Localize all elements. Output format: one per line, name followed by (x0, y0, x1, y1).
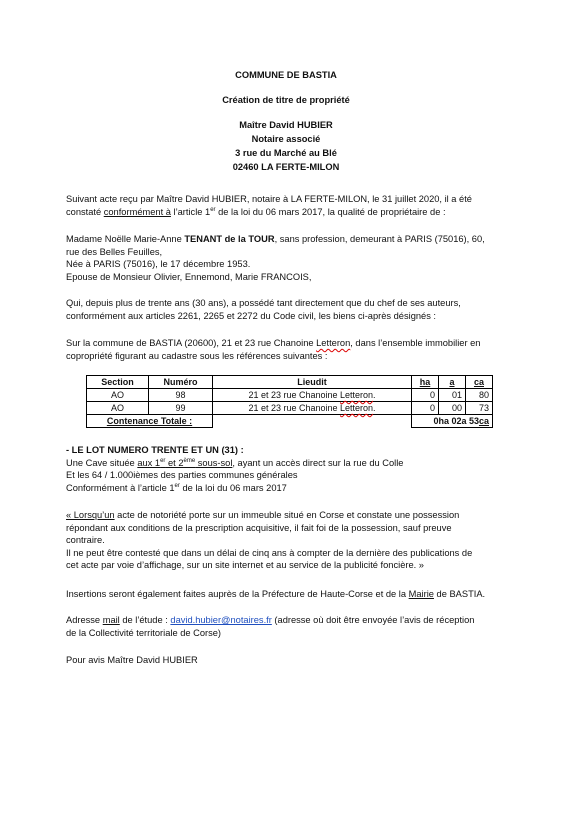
table-total-row (87, 415, 493, 428)
paragraph-location (66, 337, 511, 362)
text: Conformément à l’article 1 (66, 482, 175, 493)
text-line (66, 206, 511, 219)
text: Adresse (66, 615, 103, 625)
email-link[interactable]: david.hubier@notaires.fr (170, 615, 272, 625)
owner-name: TENANT de la TOUR (184, 234, 275, 244)
text-line (66, 457, 511, 470)
text: constaté (66, 206, 104, 217)
spellcheck-word: Letteron (316, 338, 351, 348)
cell-ca: 73 (466, 402, 493, 415)
superscript: ème (183, 457, 196, 464)
text-line (66, 509, 511, 522)
text: , sans profession, demeurant à PARIS (75016), 60, (274, 234, 485, 244)
email-paragraph (66, 614, 511, 639)
document-title: Création de titre de propriété (222, 95, 350, 105)
text-line: de la Collectivité territoriale de Corse) (66, 627, 222, 638)
closing-signature: Pour avis Maître David HUBIER (66, 655, 198, 665)
text-line: Epouse de Monsieur Olivier, Ennemond, Marie FRANCOIS, (66, 271, 312, 282)
table-row (87, 389, 493, 402)
underlined-text: « Lorsqu’un (66, 510, 115, 520)
cell-section: AO (87, 402, 149, 415)
cell-ha: 0 (412, 389, 439, 402)
notary-address-line1: 3 rue du Marché au Blé (235, 148, 337, 158)
cell-section: AO (87, 389, 149, 402)
cell-lieudit (213, 402, 412, 415)
legal-quote (66, 509, 511, 572)
column-header: ha (412, 376, 439, 389)
text-line: contraire. (66, 535, 105, 546)
column-header: a (439, 376, 466, 389)
text-line: cet acte par voie d’affichage, sur un site internet et au service de la publicité foncière. » (66, 560, 424, 571)
superscript: er (160, 457, 166, 464)
text-line: Née à PARIS (75016), le 17 décembre 1953. (66, 259, 251, 270)
text-line: rue des Belles Feuilles, (66, 246, 163, 257)
underlined-text: mail (102, 615, 120, 625)
column-header: Section (87, 376, 149, 389)
cell-lieudit (213, 389, 412, 402)
table-header-row (87, 376, 493, 389)
total-value: 0ha 02a 53 (433, 416, 479, 426)
underlined-text (137, 458, 232, 468)
text: sous-sol (195, 457, 233, 468)
paragraph-possession (66, 297, 511, 322)
cell-a: 01 (439, 389, 466, 402)
superscript: er (174, 482, 180, 489)
text-line (66, 233, 511, 246)
text: l’article 1 (170, 206, 211, 217)
cell-ha: 0 (412, 402, 439, 415)
text: . (373, 390, 376, 400)
text-line (66, 614, 511, 627)
spellcheck-word: Letteron (340, 390, 374, 400)
text: de l’étude : (119, 615, 171, 625)
text-line: Il ne peut être contesté que dans un délai de cinq ans à compter de la dernière des publications de (66, 547, 473, 558)
text: de la loi du 06 mars 2017 (179, 482, 287, 493)
text-line: copropriété figurant au cadastre sous les références suivantes : (66, 350, 328, 361)
cell-ca: 80 (466, 389, 493, 402)
text-line: conformément aux articles 2261, 2265 et 2272 du Code civil, les biens ci-après désignés : (66, 310, 437, 321)
text: aux 1 (137, 457, 161, 468)
text: (adresse où doit être envoyée l’avis de réception (271, 615, 475, 625)
superscript: er (210, 206, 216, 213)
paragraph-act (66, 193, 511, 218)
text: Sur la commune de BASTIA (20600), 21 et 23 rue Chanoine (66, 338, 317, 348)
text: de la loi du 06 mars 2017, la qualité de propriétaire de : (215, 206, 446, 217)
text-line: Suivant acte reçu par Maître David HUBIER, notaire à LA FERTE-MILON, le 31 juillet 2020, il a été (66, 194, 472, 204)
text: et 2 (165, 457, 184, 468)
text: , ayant un accès direct sur la rue du Colle (232, 457, 404, 468)
text: de BASTIA. (433, 589, 486, 599)
commune-heading: COMMUNE DE BASTIA (235, 70, 337, 80)
cell-numero: 99 (149, 402, 213, 415)
text: 21 et 23 rue Chanoine (248, 390, 341, 400)
total-label: Contenance Totale : (106, 416, 193, 426)
paragraph-owner (66, 233, 511, 283)
text-line (66, 337, 511, 350)
text: Madame Noëlle Marie-Anne (66, 234, 185, 244)
cadastre-table (86, 375, 493, 428)
column-header: ca (466, 376, 493, 389)
notary-role: Notaire associé (251, 134, 321, 144)
underlined-text: Mairie (408, 589, 434, 599)
text: Insertions seront également faites auprès de la Préfecture de Haute-Corse et de la (66, 589, 409, 599)
text-line (66, 482, 511, 495)
total-unit: ca (478, 416, 489, 426)
insertions-paragraph (66, 588, 511, 601)
total-value-cell (412, 415, 493, 428)
lot-title: - LE LOT NUMERO TRENTE ET UN (31) : (66, 445, 244, 455)
spellcheck-word: Letteron (340, 403, 374, 413)
cell-numero: 98 (149, 389, 213, 402)
text: , dans l’ensemble immobilier en (350, 338, 481, 348)
lot-section (66, 444, 511, 494)
text-line: Qui, depuis plus de trente ans (30 ans), a possédé tant directement que du chef de ses auteurs, (66, 298, 461, 308)
column-header: Numéro (149, 376, 213, 389)
text: acte de notoriété porte sur un immeuble situé en Corse et constate une possession (114, 510, 460, 520)
total-label-cell (87, 415, 213, 428)
text-line: répondant aux conditions de la prescription acquisitive, il fait foi de la possession, sauf preuve (66, 522, 452, 533)
text-line: Et les 64 / 1.000ièmes des parties communes générales (66, 470, 298, 481)
notary-address-line2: 02460 LA FERTE-MILON (232, 162, 340, 172)
underlined-text: conformément à (103, 206, 171, 217)
text: Une Cave située (66, 457, 138, 468)
notary-name: Maître David HUBIER (239, 120, 333, 130)
text: . (373, 403, 376, 413)
text: 21 et 23 rue Chanoine (248, 403, 341, 413)
cell-a: 00 (439, 402, 466, 415)
table-row (87, 402, 493, 415)
column-header: Lieudit (213, 376, 412, 389)
empty-cell (213, 415, 412, 428)
